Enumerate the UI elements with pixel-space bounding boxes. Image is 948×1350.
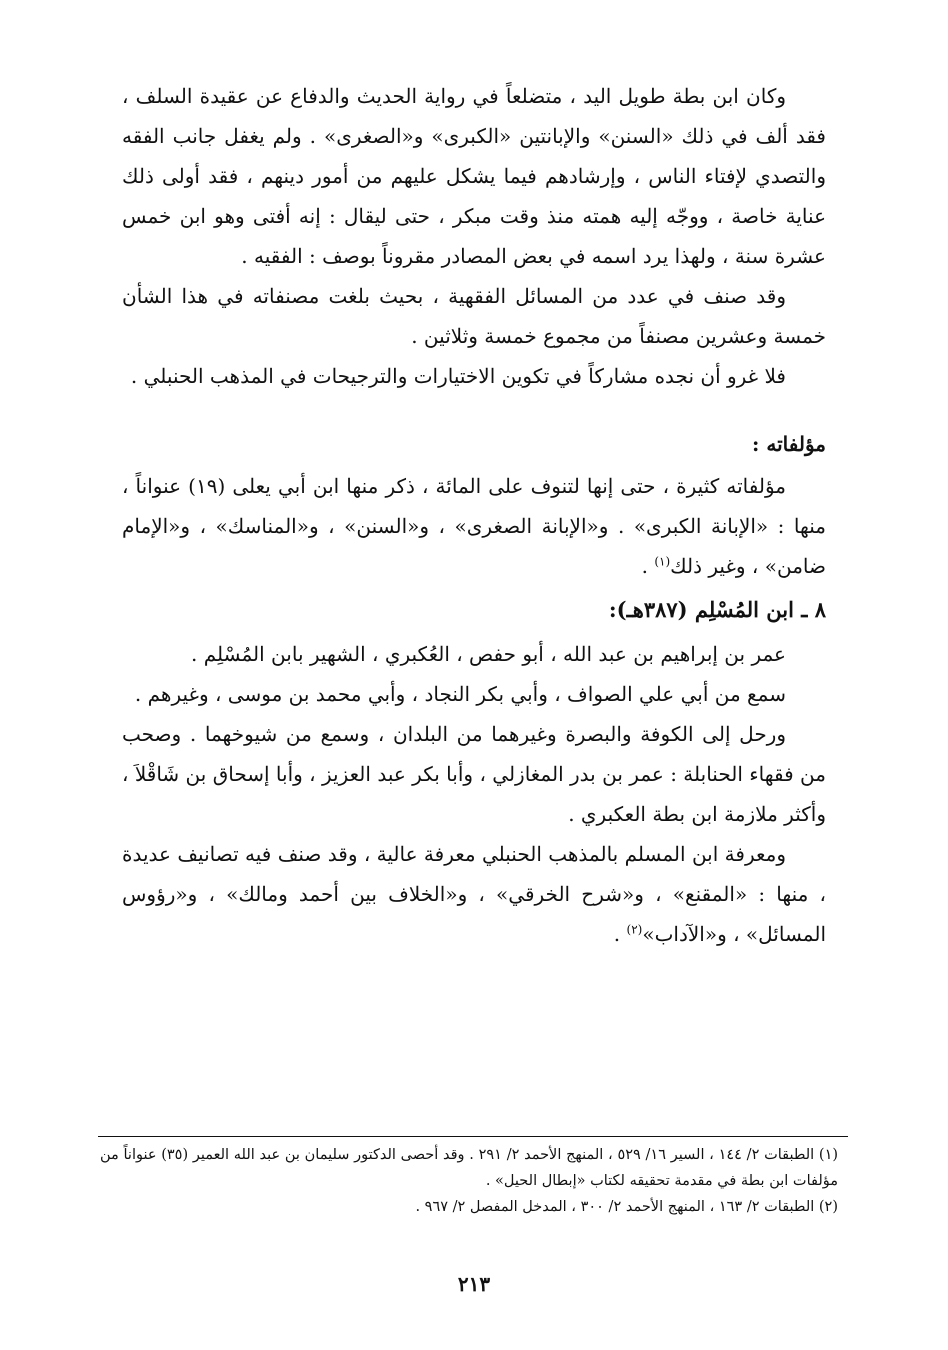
- paragraph-works: [122, 466, 826, 586]
- works-text: مؤلفاته كثيرة ، حتى إنها لتنوف على المائة ، ذكر منها ابن أبي يعلى (١٩) عنواناً ، منها : «الإبانة الكبرى» . و«الإبانة الصغرى» ، و«السنن» ، و«المناسك» ، و«الإمام ضامن» ، وغير ذلك: [122, 474, 826, 578]
- works-tail: .: [641, 554, 655, 578]
- paragraph-intro-2: وقد صنف في عدد من المسائل الفقهية ، بحيث بلغت مصنفاته في هذا الشأن خمسة وعشرين مصنفاً من مجموع خمسة وثلاثين .: [122, 284, 826, 348]
- footnote-ref-1: (١): [654, 554, 671, 569]
- footnote-ref-2: (٢): [626, 922, 643, 937]
- bio-4-tail: .: [613, 922, 627, 946]
- page-number: ٢١٣: [457, 1272, 491, 1296]
- section-heading-works: مؤلفاته :: [752, 432, 826, 456]
- paragraph-intro-1: وكان ابن بطة طويل اليد ، متضلعاً في رواية الحديث والدفاع عن عقيدة السلف ، فقد ألف في ذلك «السنن» والإبانتين «الكبرى» و«الصغرى» . ولم يغفل جانب الفقه والتصدي لإفتاء الناس ، وإرشادهم فيما يشكل عليهم من أمور دينهم ، فقد أولى ذلك عناية خاصة ، ووجّه إليه همته منذ وقت مبكر ، حتى ليقال : إنه أفتى وهو ابن خمس عشرة سنة ، ولهذا يرد اسمه في بعض المصادر مقروناً بوصف : الفقيه .: [122, 84, 826, 268]
- paragraph-intro-3: فلا غرو أن نجده مشاركاً في تكوين الاختيارات والترجيحات في المذهب الحنبلي .: [130, 364, 786, 388]
- paragraph-bio-4: [122, 834, 826, 954]
- main-text: [122, 76, 826, 954]
- paragraph-bio-3: ورحل إلى الكوفة والبصرة وغيرهما من البلدان ، وسمع من شيوخهما . وصحب من فقهاء الحنابلة : عمر بن بدر المغازلي ، وأبا بكر عبد العزيز ، وأبا إسحاق بن شَاقْلاَ ، وأكثر ملازمة ابن بطة العكبري .: [122, 722, 826, 826]
- bio-4-text: ومعرفة ابن المسلم بالمذهب الحنبلي معرفة عالية ، وقد صنف فيه تصانيف عديدة ، منها : «المقنع» ، و«شرح الخرقي» ، و«الخلاف بين أحمد ومالك» ، و«رؤوس المسائل» ، و«الآداب»: [122, 842, 826, 946]
- section-heading-bio: ٨ ـ ابن المُسْلِم (٣٨٧هـ):: [608, 597, 826, 622]
- paragraph-bio-1: عمر بن إبراهيم بن عبد الله ، أبو حفص ، العُكبري ، الشهير بابن المُسْلِم .: [191, 642, 786, 666]
- footnotes: [100, 1142, 838, 1220]
- footnote-1: (١) الطبقات ٢/ ١٤٤ ، السير ١٦/ ٥٢٩ ، المنهج الأحمد ٢/ ٢٩١ . وقد أحصى الدكتور سليمان بن عبد الله العمير (٣٥) عنواناً من مؤلفات ابن بطة في مقدمة تحقيقه لكتاب «إبطال الحيل» .: [100, 1147, 839, 1189]
- footnote-divider: [98, 1136, 848, 1137]
- footnote-2: (٢) الطبقات ٢/ ١٦٣ ، المنهج الأحمد ٢/ ٣٠٠ ، المدخل المفصل ٢/ ٩٦٧ .: [415, 1199, 838, 1215]
- paragraph-bio-2: سمع من أبي علي الصواف ، وأبي بكر النجاد ، وأبي محمد بن موسى ، وغيرهم .: [134, 682, 786, 706]
